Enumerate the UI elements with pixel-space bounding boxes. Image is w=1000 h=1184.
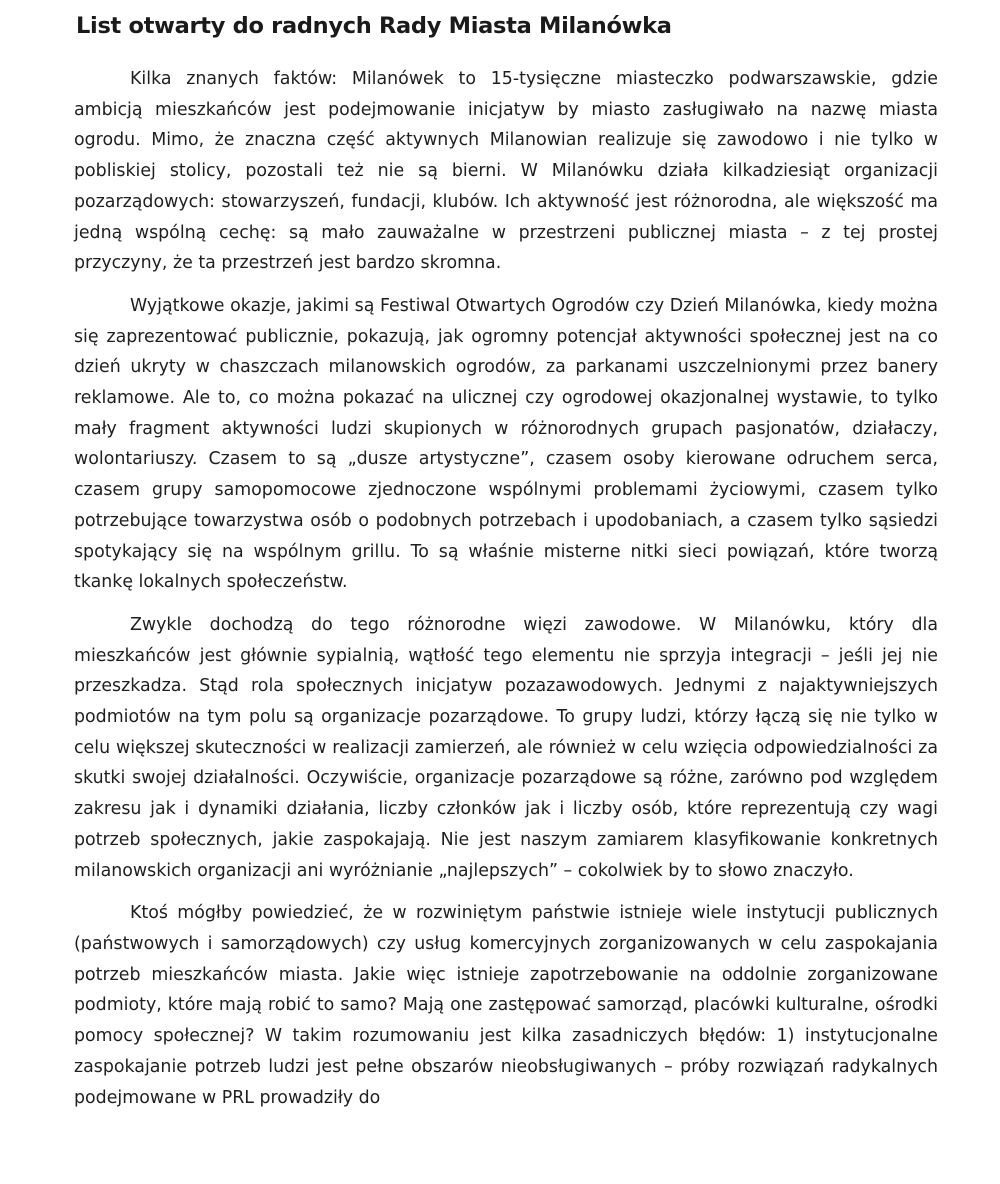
paragraph-intro: Kilka znanych faktów: Milanówek to 15-tysięczne miasteczko podwarszawskie, gdzie ambicją mieszkańców jest podejmowanie inicjatyw by miasto zasługiwało na nazwę miasta ogrodu. Mimo, że znaczna część aktywnych Milanowian realizuje się zawodowo i nie tylko w pobliskiej stolicy, pozostali też nie są bierni. W Milanówku działa kilkadziesiąt organizacji pozarządowych: stowarzyszeń, fundacji, klubów. Ich aktywność jest różnorodna, ale większość ma jedną wspólną cechę: są mało zauważalne w przestrzeni publicznej miasta – z tej prostej przyczyny, że ta przestrzeń jest bardzo skromna. (74, 69, 938, 274)
paragraph-professional-ties: Zwykle dochodzą do tego różnorodne więzi zawodowe. W Milanówku, który dla mieszkańców jest głównie sypialnią, wątłość tego elementu nie sprzyja integracji – jeśli jej nie przeszkadza. Stąd rola społecznych inicjatyw pozazawodowych. Jednymi z najaktywniejszych podmiotów na tym polu są organizacje pozarządowe. To grupy ludzi, którzy łączą się nie tylko w celu większej skuteczności w realizacji zamierzeń, ale również w celu wzięcia odpowiedzialności za skutki swojej działalności. Oczywiście, organizacje pozarządowe są różne, zarówno pod względem zakresu jak i dynamiki działania, liczby członków jak i liczby osób, które reprezentują czy wagi potrzeb społecznych, jakie zaspokajają. Nie jest naszym zamiarem klasyfikowanie konkretnych milanowskich organizacji ani wyróżnianie „najlepszych” – cokolwiek by to słowo znaczyło. (74, 614, 938, 881)
document-body (74, 64, 938, 1125)
paragraph-public-institutions: Ktoś mógłby powiedzieć, że w rozwiniętym państwie istnieje wiele instytucji publicznych (państwowych i samorządowych) czy usług komercyjnych zorganizowanych w celu zaspokajania potrzeb mieszkańców miasta. Jakie więc istnieje zapotrzebowanie na oddolnie zorganizowane podmioty, które mają robić to samo? Mają one zastępować samorząd, placówki kulturalne, ośrodki pomocy społecznej? W takim rozumowaniu jest kilka zasadniczych błędów: 1) instytucjonalne zaspokajanie potrzeb ludzi jest pełne obszarów nieobsługiwanych – próby rozwiązań radykalnych podejmowane w PRL prowadziły do (74, 903, 938, 1108)
paragraph-occasions: Wyjątkowe okazje, jakimi są Festiwal Otwartych Ogrodów czy Dzień Milanówka, kiedy można się zaprezentować publicznie, pokazują, jak ogromny potencjał aktywności społecznej jest na co dzień ukryty w chaszczach milanowskich ogrodów, za parkanami uszczelnionymi przez banery reklamowe. Ale to, co można pokazać na ulicznej czy ogrodowej okazjonalnej wystawie, to tylko mały fragment aktywności ludzi skupionych w różnorodnych grupach pasjonatów, działaczy, wolontariuszy. Czasem to są „dusze artystyczne”, czasem osoby kierowane odruchem serca, czasem grupy samopomocowe zjednoczone wspólnymi problemami życiowymi, czasem tylko potrzebujące towarzystwa osób o podobnych potrzebach i upodobaniach, a czasem tylko sąsiedzi spotykający się na wspólnym grillu. To są właśnie misterne nitki sieci powiązań, które tworzą tkankę lokalnych społeczeństw. (74, 295, 938, 593)
document-title: List otwarty do radnych Rady Miasta Milanówka (76, 13, 672, 39)
